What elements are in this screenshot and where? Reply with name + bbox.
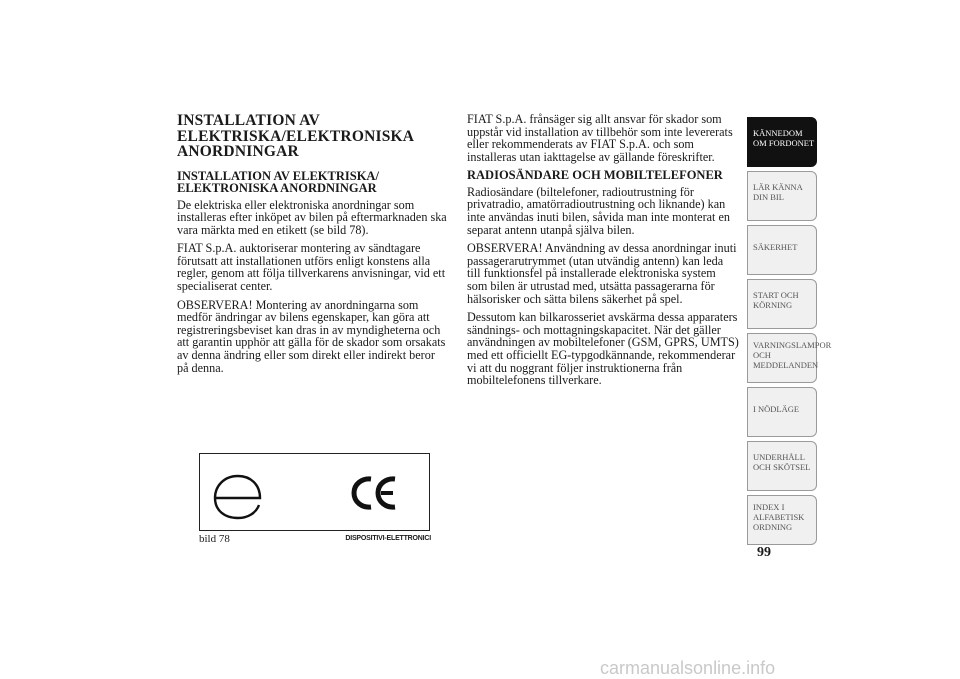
tab-i-nodlage[interactable]: I NÖDLÄGE — [747, 387, 817, 437]
paragraph: Radiosändare (biltelefoner, radioutrustning för privatradio, amatörradioutrustning och liknande) kan inte användas inuti bilen, såvida man inte monterat en separat antenn utanpå själva bilen. — [467, 184, 730, 237]
subsection-heading: INSTALLATION AV ELEKTRISKA/ ELEKTRONISKA ANORDNINGAR — [177, 168, 379, 195]
tab-index[interactable]: INDEX I ALFABETISK ORDNING — [747, 495, 817, 545]
page-number: 99 — [757, 545, 771, 560]
paragraph: OBSERVERA! Montering av anordningarna som medför ändringar av bilens egenskaper, kan göra att registreringsbeviset kan dras in av myndigheterna och att garantin upphör att gälla för de skador som orsakats av denna ändring eller som direkt eller indirekt beror på denna. — [177, 297, 446, 375]
figure-code: DISPOSITIVI-ELETTRONICI — [345, 535, 431, 542]
watermark: carmanualsonline.info — [600, 658, 776, 678]
figure-caption — [199, 533, 431, 547]
right-column — [467, 113, 739, 393]
tab-sakerhet[interactable]: SÄKERHET — [747, 225, 817, 275]
paragraph: FIAT S.p.A. frånsäger sig allt ansvar för skador som uppstår vid installation av tillbehör som inte levererats eller rekommenderats av FIAT S.p.A. och som installeras utan iakttagelse av gällande föreskrifter. — [467, 112, 733, 164]
chapter-tabs — [747, 117, 832, 549]
tab-lar-kanna-din-bil[interactable]: LÄR KÄNNA DIN BIL — [747, 171, 817, 221]
e-mark-icon — [212, 472, 264, 522]
ce-mark-icon — [350, 476, 400, 510]
tab-varningslampor[interactable]: VARNINGSLAMPOR OCH MEDDELANDEN — [747, 333, 817, 383]
figure-number: bild 78 — [199, 533, 230, 545]
figure-frame — [199, 453, 430, 531]
tab-kannedom-om-fordonet[interactable]: KÄNNEDOM OM FORDONET — [747, 117, 817, 167]
tab-underhall-och-skotsel[interactable]: UNDERHÅLL OCH SKÖTSEL — [747, 441, 817, 491]
paragraph: FIAT S.p.A. auktoriserar montering av sändtagare förutsatt att installationen utförs enligt konstens alla regler, genom att följa tillverkarens anvisningar, vid ett specialiserat center. — [177, 241, 446, 294]
paragraph: De elektriska eller elektroniska anordningar som installeras efter inköpet av bilen på eftermarknaden ska vara märkta med en etikett (se bild 78). — [177, 197, 447, 237]
paragraph: OBSERVERA! Användning av dessa anordningar inuti passagerarutrymmet (utan utvändig antenn) kan leda till funktionsfel på installerade elektroniska system som bilen är utrustad med, utsätta passagerarna för hälsorisker och sätta bilens säkerhet på spel. — [467, 241, 737, 306]
section-heading: INSTALLATION AV ELEKTRISKA/ELEKTRONISKA ANORDNINGAR — [177, 112, 414, 160]
left-column — [177, 113, 449, 380]
subsection-heading: RADIOSÄNDARE OCH MOBILTELEFONER — [467, 168, 723, 183]
tab-start-och-korning[interactable]: START OCH KÖRNING — [747, 279, 817, 329]
paragraph: Dessutom kan bilkarosseriet avskärma dessa apparaters sändnings- och mottagningskapacitet. När det gäller användningen av mobiltelefoner (GSM, GPRS, UMTS) med ett officiellt EG-typgodkännande, rekommenderar vi att du noggrant följer instruktionerna från mobiltelefonens tillverkare. — [467, 310, 739, 388]
